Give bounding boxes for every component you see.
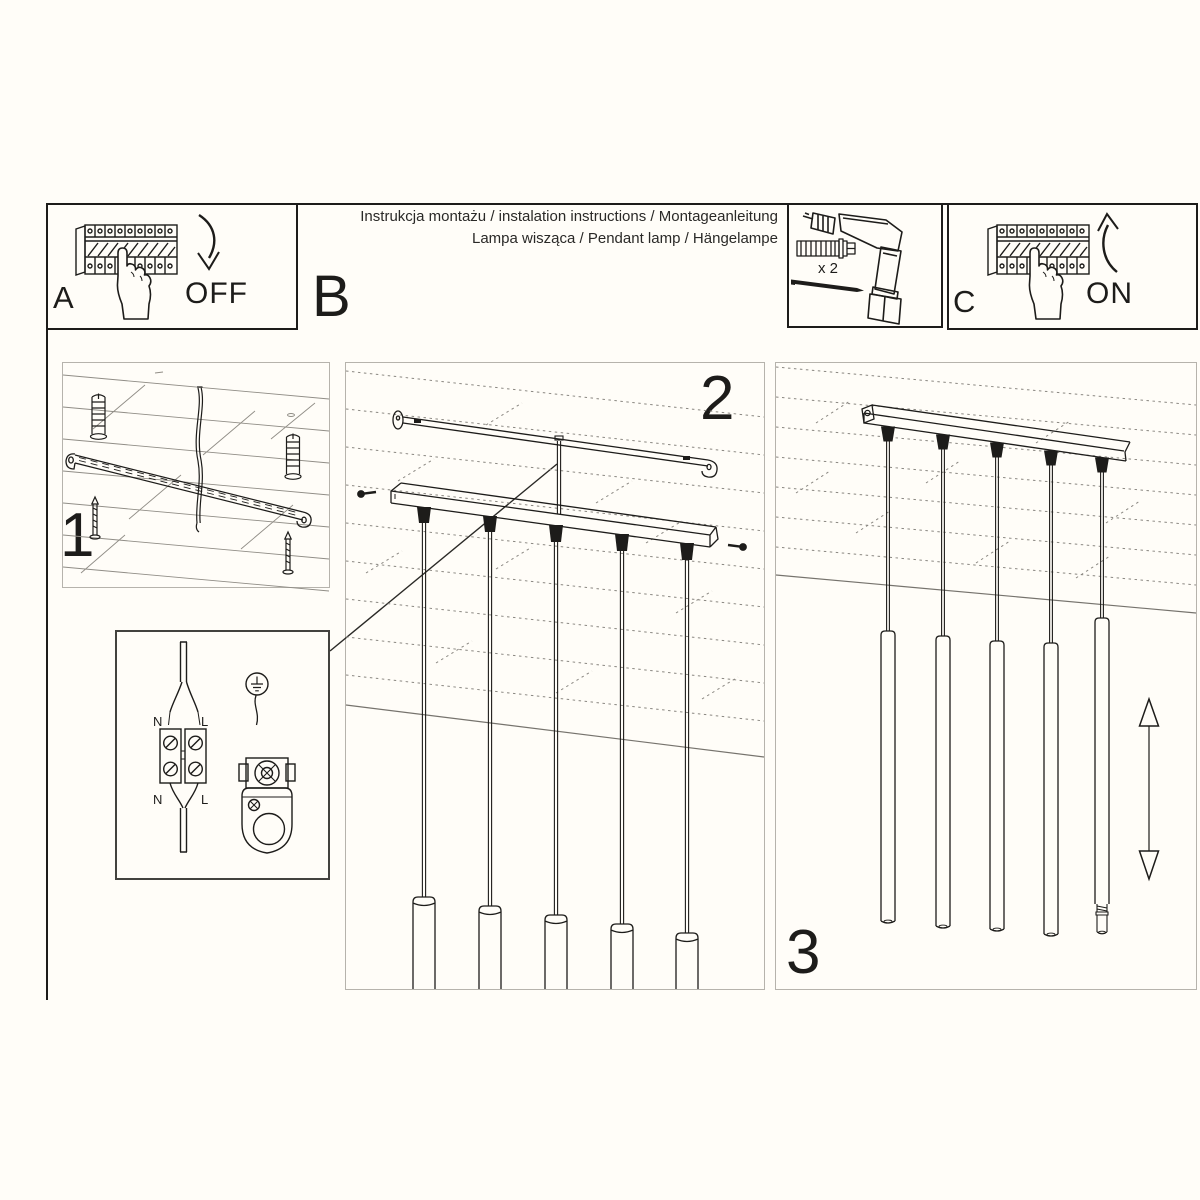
earth-terminal-icon (239, 758, 295, 788)
drill-icon (803, 213, 902, 324)
step3-finished-diagram (776, 363, 1196, 989)
curved-arrow-up-icon (1090, 210, 1126, 276)
wire-label-l-bottom: L (201, 792, 209, 807)
wall-plug-icon (797, 239, 855, 258)
height-adjust-arrows-icon (1140, 699, 1159, 879)
title-line-2: Lampa wisząca / Pendant lamp / Hängelampe (471, 230, 778, 247)
panel-a-label: A (53, 280, 74, 315)
bulb-socket (1096, 904, 1108, 934)
step3-number: 3 (786, 918, 821, 987)
fixings-quantity-label: x 2 (818, 260, 839, 277)
circuit-breaker-off-icon (70, 214, 182, 320)
step2-number: 2 (700, 364, 735, 433)
earth-symbol-icon (246, 673, 268, 695)
title-line-1: Instrukcja montażu / instalation instructions / Montageanleitung (360, 208, 778, 225)
cord-grips (417, 507, 694, 560)
curved-arrow-down-icon (190, 210, 226, 276)
tube-shades (881, 618, 1109, 936)
ceiling-planks (776, 367, 1196, 585)
ceiling-edge (346, 705, 764, 757)
hanger-wire (555, 436, 563, 514)
ceiling-wire (196, 387, 202, 532)
sheet-title (300, 206, 778, 250)
wire-label-n-top: N (153, 714, 163, 729)
section-label-b: B (312, 264, 351, 329)
panel-c-label: C (953, 284, 976, 319)
ceiling-planks (63, 372, 329, 591)
step1-mounting-diagram (63, 363, 329, 587)
drill-and-fixings-icon (789, 207, 941, 326)
circuit-breaker-on-icon (982, 214, 1094, 320)
wire-label-l-top: L (201, 714, 209, 729)
wire-label-n-bottom: N (153, 792, 163, 807)
ceiling-edge (776, 575, 1196, 613)
cord-grips (881, 427, 1109, 473)
tube-shades (413, 897, 698, 989)
step2-hanging-diagram (346, 363, 764, 989)
mains-cable (169, 642, 201, 852)
screw-icon (791, 280, 864, 293)
panel-c-state: ON (1086, 277, 1133, 310)
earth-wire (255, 696, 257, 726)
terminal-block-icon (160, 729, 206, 783)
wiring-detail-diagram (117, 632, 328, 878)
pendant-cords (887, 441, 1104, 643)
step1-number: 1 (60, 501, 95, 570)
lamp-holder-body (242, 788, 292, 853)
panel-a-state: OFF (185, 277, 248, 310)
